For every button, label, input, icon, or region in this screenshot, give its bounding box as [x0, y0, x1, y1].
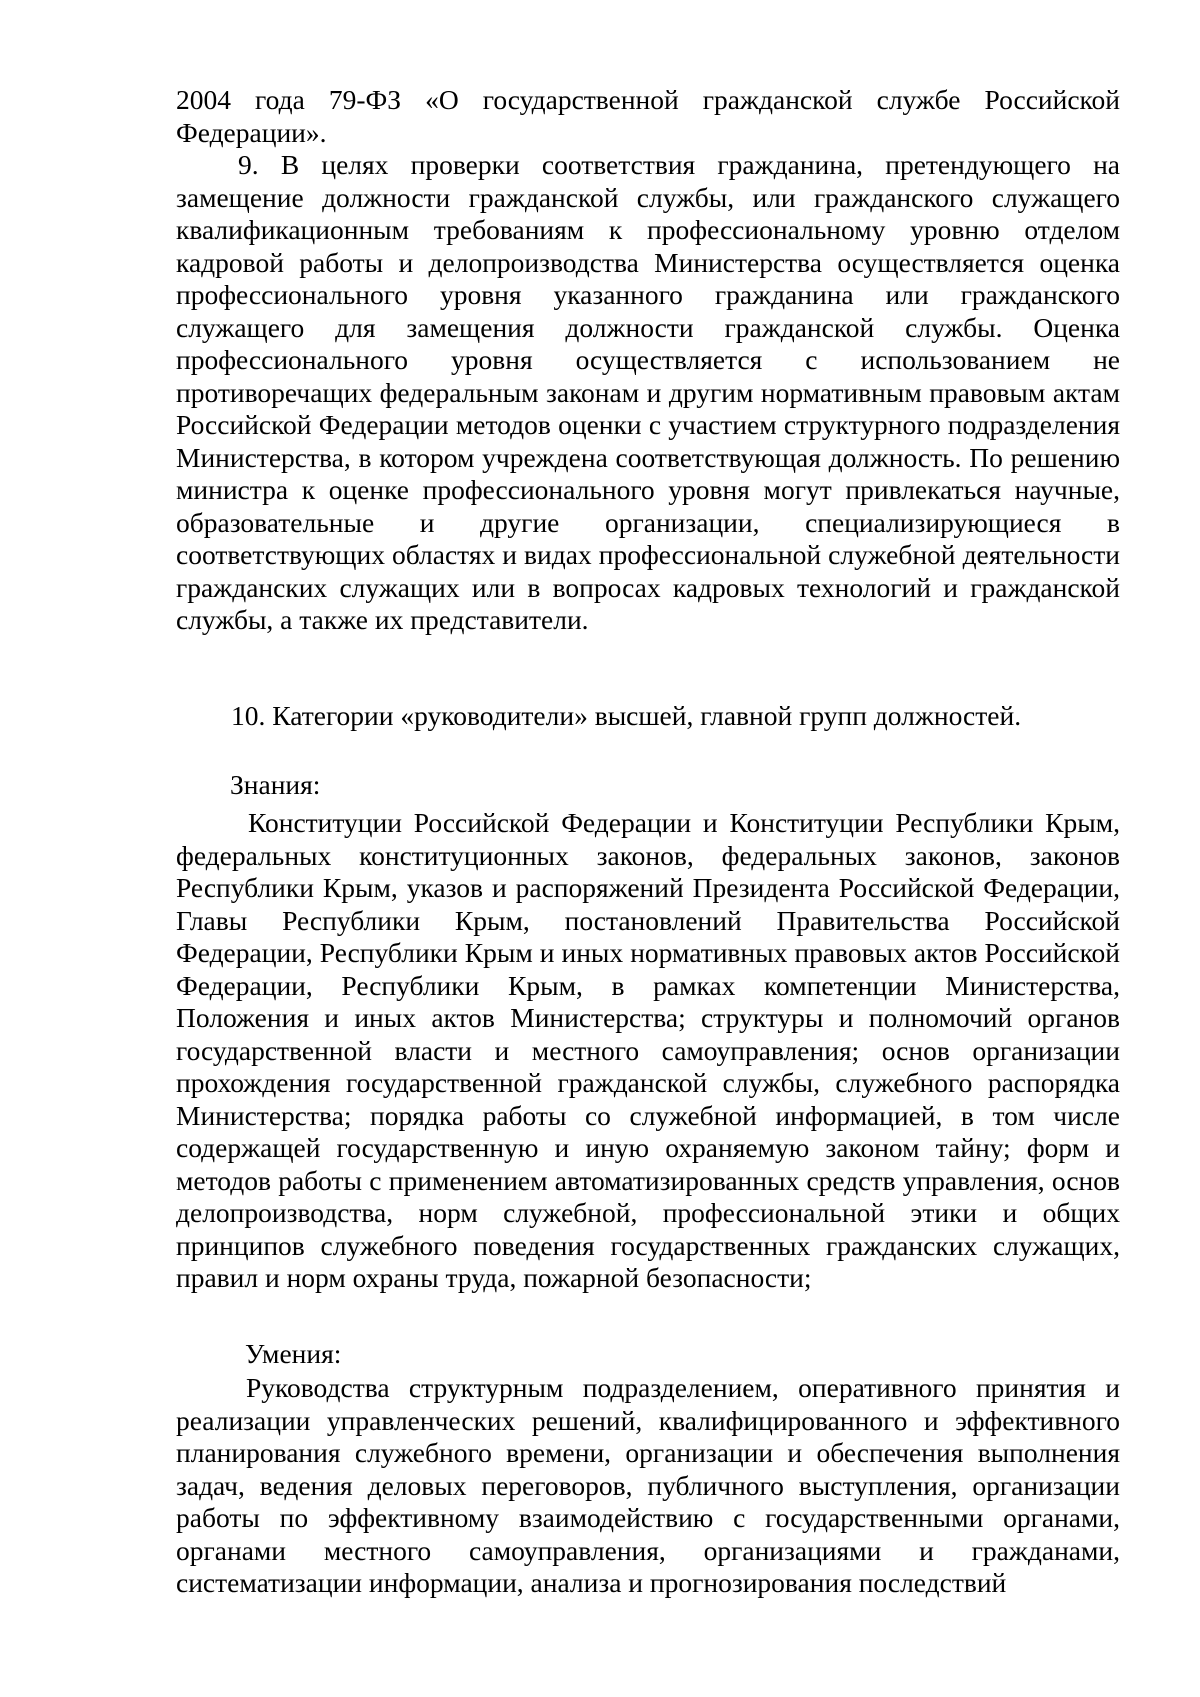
paragraph-10: 10. Категории «руководители» высшей, главной групп должностей. [231, 700, 1022, 731]
knowledge-heading: Знания: [230, 769, 321, 800]
paragraph-9: 9. В целях проверки соответствия гражданина, претендующего на замещение должности гражданской службы, или гражданского служащего квалификационным требованиям к профессиональному уровню отделом кадровой работы и делопроизводства Министерства осуществляется оценка профессионального уровня указанного гражданина или гражданского служащего для замещения должности гражданской службы. Оценка профессионального уровня осуществляется с использованием не противоречащих федеральным законам и другим нормативным правовым актам Российской Федерации методов оценки с участием структурного подразделения Министерства, в котором учреждена соответствующая должность. По решению министра к оценке профессионального уровня могут привлекаться научные, образовательные и другие организации, специализирующиеся в соответствующих областях и видах профессиональной служебной деятельности гражданских служащих или в вопросах кадровых технологий и гражданской службы, а также их представители. [176, 149, 1120, 635]
skills-text: Руководства структурным подразделением, оперативного принятия и реализации управленческих решений, квалифицированного и эффективного планирования служебного времени, организации и обеспечения выполнения задач, ведения деловых переговоров, публичного выступления, организации работы по эффективному взаимодействию с государственными органами, органами местного самоуправления, организациями и гражданами, систематизации информации, анализа и прогнозирования последствий [176, 1372, 1120, 1598]
paragraph-continuation: 2004 года 79-ФЗ «О государственной гражданской службе Российской Федерации». [176, 84, 1120, 148]
knowledge-text: Конституции Российской Федерации и Конституции Республики Крым, федеральных конституционных законов, федеральных законов, законов Республики Крым, указов и распоряжений Президента Российской Федерации, Главы Республики Крым, постановлений Правительства Российской Федерации, Республики Крым и иных нормативных правовых актов Российской Федерации, Республики Крым, в рамках компетенции Министерства, Положения и иных актов Министерства; структуры и полномочий органов государственной власти и местного самоуправления; основ организации прохождения государственной гражданской службы, служебного распорядка Министерства; порядка работы со служебной информацией, в том числе содержащей государственную и иную охраняемую законом тайну; форм и методов работы с применением автоматизированных средств управления, основ делопроизводства, норм служебной, профессиональной этики и общих принципов служебного поведения государственных гражданских служащих, правил и норм охраны труда, пожарной безопасности; [176, 807, 1120, 1293]
skills-heading: Умения: [245, 1338, 342, 1369]
